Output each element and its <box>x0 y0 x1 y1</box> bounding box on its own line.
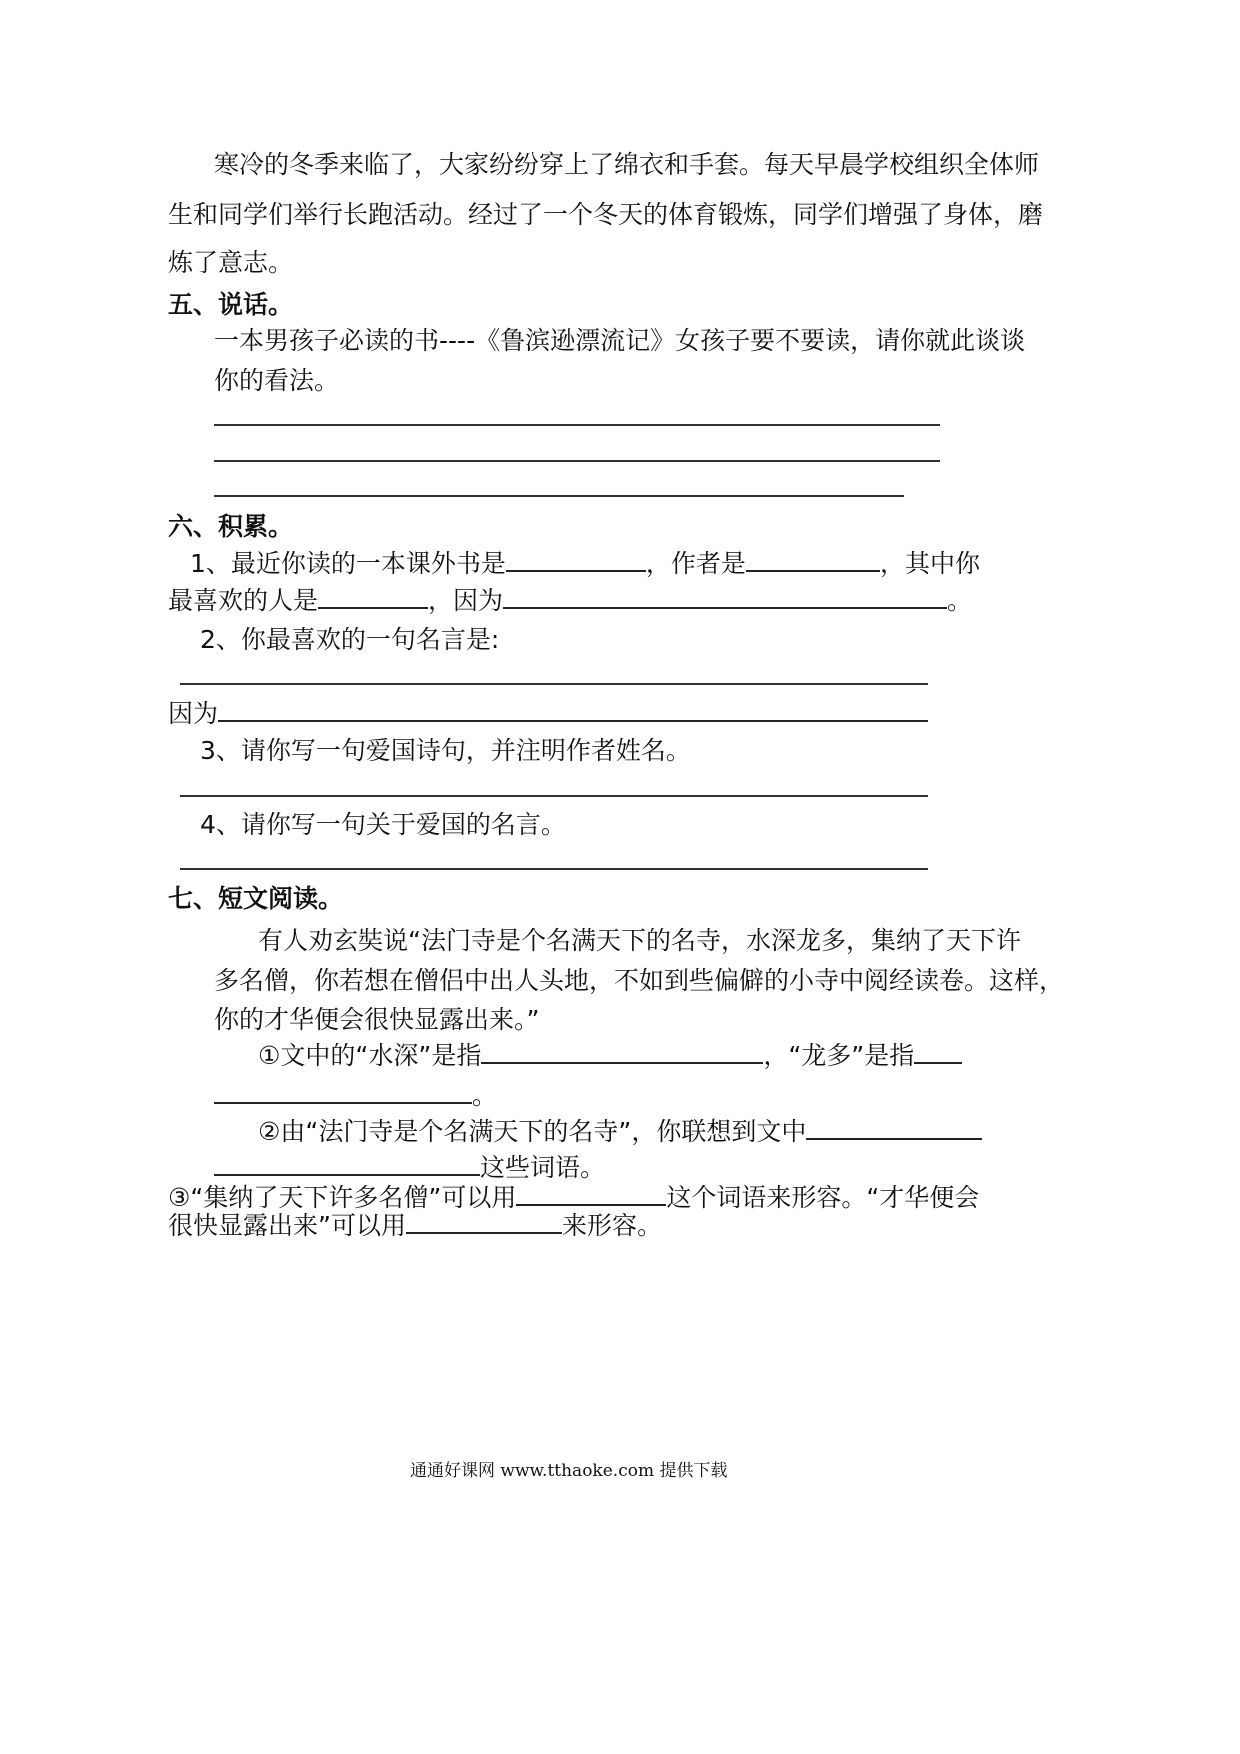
favorite-person-blank[interactable] <box>318 585 428 609</box>
because-blank[interactable] <box>218 698 928 722</box>
section7-q3-line-2 <box>168 1210 662 1241</box>
author-blank[interactable] <box>746 548 880 572</box>
patriotic-quote-answer-line[interactable] <box>180 868 928 870</box>
section6-heading: 六、积累。 <box>168 512 294 541</box>
q1-text-b: ，作者是 <box>645 549 746 578</box>
s7-q3-text-b: 这个词语来形容。“才华便会 <box>666 1183 980 1212</box>
s7-q1-text-b: ，“龙多”是指 <box>763 1041 915 1070</box>
section6-q3: 3、请你写一句爱国诗句，并注明作者姓名。 <box>200 736 691 765</box>
section7-q3-line-1 <box>168 1182 979 1213</box>
section6-q4: 4、请你写一句关于爱国的名言。 <box>200 810 566 839</box>
s7-q1-text-c: 。 <box>472 1081 498 1110</box>
section5-heading: 五、说话。 <box>168 290 294 319</box>
q1-text-f: 。 <box>947 586 973 615</box>
describe-talent-blank[interactable] <box>406 1210 562 1234</box>
poem-answer-line[interactable] <box>180 795 928 797</box>
section6-q1-line-1 <box>190 548 980 579</box>
s7-q2-text-b: 这些词语。 <box>480 1153 606 1182</box>
s7-q3-text-c: 很快显露出来”可以用 <box>168 1211 406 1240</box>
section7-passage-line-3: 你的才华便会很快显露出来。” <box>214 1005 540 1034</box>
intro-line-2: 生和同学们举行长跑活动。经过了一个冬天的体育锻炼，同学们增强了身体，磨 <box>168 200 1044 229</box>
answer-line-3[interactable] <box>214 495 904 497</box>
many-dragons-blank-start[interactable] <box>914 1040 962 1064</box>
book-title-blank[interactable] <box>506 548 646 572</box>
intro-line-1: 寒冷的冬季来临了，大家纷纷穿上了绵衣和手套。每天早晨学校组织全体师 <box>214 150 1040 179</box>
answer-line-2[interactable] <box>214 460 940 462</box>
section7-q2-line-2 <box>214 1152 605 1183</box>
q1-text-c: ，其中你 <box>879 549 980 578</box>
section5-prompt-line-2: 你的看法。 <box>214 366 340 395</box>
page-footer: 通通好课网 www.tthaoke.com 提供下载 <box>410 1461 728 1481</box>
s7-q3-text-d: 来形容。 <box>561 1211 662 1240</box>
section7-passage-line-1: 有人劝玄奘说“法门寺是个名满天下的名寺，水深龙多，集纳了天下许 <box>258 926 1021 955</box>
because-label: 因为 <box>168 699 219 728</box>
water-deep-blank[interactable] <box>481 1040 763 1064</box>
s7-q1-text-a: ①文中的“水深”是指 <box>258 1041 482 1070</box>
section6-q2: 2、你最喜欢的一句名言是: <box>200 625 500 654</box>
related-words-blank-start[interactable] <box>806 1116 982 1140</box>
reason-blank[interactable] <box>503 585 947 609</box>
intro-line-3: 炼了意志。 <box>168 248 294 277</box>
related-words-blank[interactable] <box>214 1152 480 1176</box>
section6-q1-line-2 <box>168 585 972 616</box>
answer-line-1[interactable] <box>214 424 940 426</box>
quote-answer-line[interactable] <box>180 683 928 685</box>
q1-text-a: 1、最近你读的一本课外书是 <box>190 549 506 578</box>
section7-q1-line-2 <box>214 1080 497 1111</box>
describe-monks-blank[interactable] <box>516 1182 666 1206</box>
section6-q2-because-line <box>168 698 928 729</box>
section7-q1-line-1 <box>258 1040 962 1071</box>
many-dragons-blank[interactable] <box>214 1080 472 1104</box>
section7-passage-line-2: 多名僧，你若想在僧侣中出人头地，不如到些偏僻的小寺中阅经读卷。这样， <box>214 966 1065 995</box>
section7-heading: 七、短文阅读。 <box>168 884 344 913</box>
section7-q2-line-1 <box>258 1116 982 1147</box>
s7-q3-text-a: ③“集纳了天下许多名僧”可以用 <box>168 1183 517 1212</box>
q1-text-d: 最喜欢的人是 <box>168 586 319 615</box>
s7-q2-text-a: ②由“法门寺是个名满天下的名寺”，你联想到文中 <box>258 1117 807 1146</box>
section5-prompt-line-1: 一本男孩子必读的书----《鲁滨逊漂流记》女孩子要不要读，请你就此谈谈 <box>214 326 1026 355</box>
q1-text-e: ，因为 <box>428 586 504 615</box>
